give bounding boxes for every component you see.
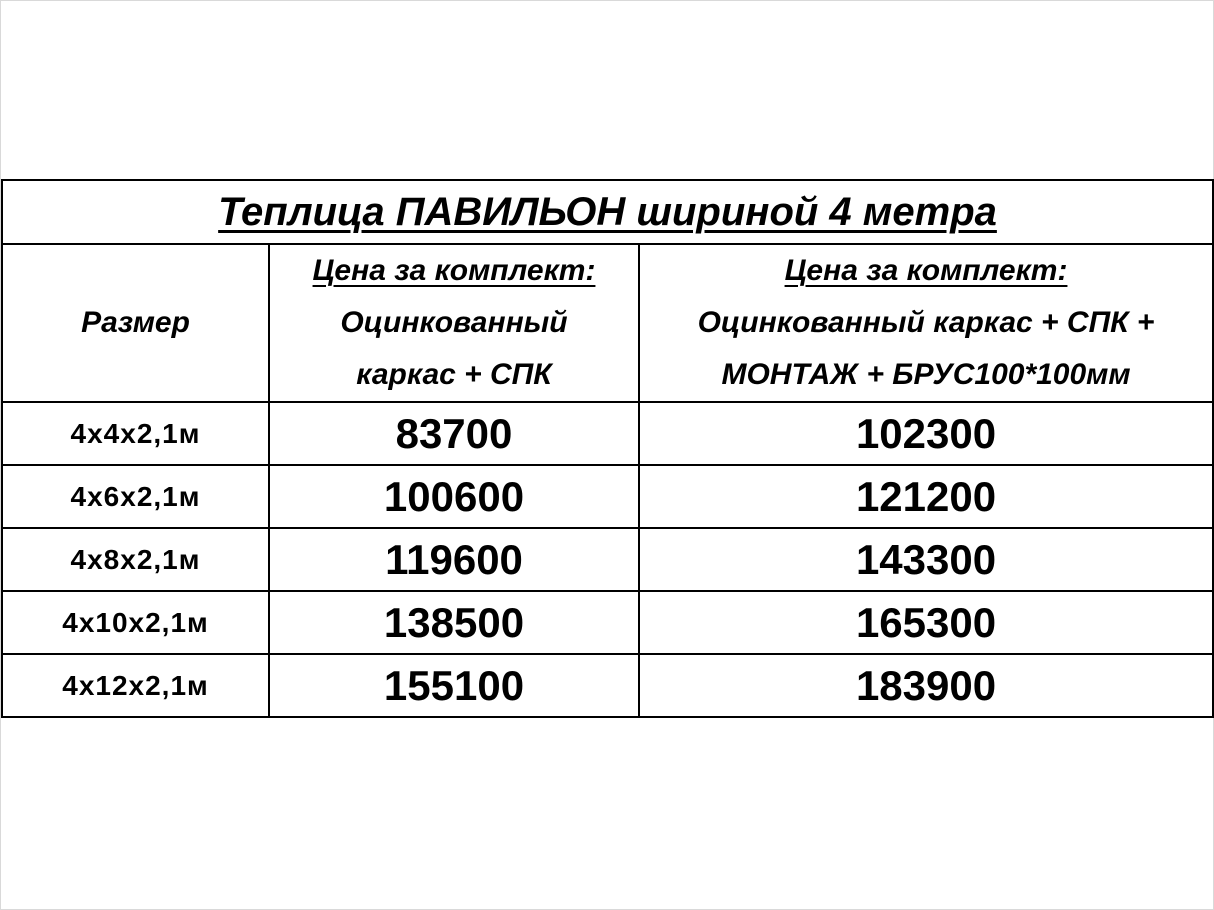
size-cell: 4х4х2,1м	[2, 402, 269, 465]
price-full-cell: 102300	[639, 402, 1213, 465]
price-basic-cell: 100600	[269, 465, 639, 528]
price-full-cell: 121200	[639, 465, 1213, 528]
header-price-basic-line3: каркас + СПК	[356, 358, 552, 391]
price-table	[1, 179, 1214, 718]
header-size-label: Размер	[81, 306, 190, 339]
price-basic-cell: 83700	[269, 402, 639, 465]
price-full-cell: 165300	[639, 591, 1213, 654]
table-row	[2, 591, 1213, 654]
table-title: Теплица ПАВИЛЬОН шириной 4 метра	[218, 189, 997, 234]
title-row	[2, 180, 1213, 244]
header-price-basic-line2: Оцинкованный	[340, 306, 568, 339]
table-row	[2, 465, 1213, 528]
header-price-full-line1: Цена за комплект:	[784, 254, 1068, 287]
header-size	[2, 244, 269, 402]
header-price-full	[639, 244, 1213, 402]
size-cell: 4х10х2,1м	[2, 591, 269, 654]
price-basic-cell: 138500	[269, 591, 639, 654]
header-price-full-line2: Оцинкованный каркас + СПК +	[697, 306, 1155, 339]
header-price-basic	[269, 244, 639, 402]
price-basic-cell: 119600	[269, 528, 639, 591]
price-full-cell: 183900	[639, 654, 1213, 717]
table-row	[2, 528, 1213, 591]
size-cell: 4х12х2,1м	[2, 654, 269, 717]
price-full-cell: 143300	[639, 528, 1213, 591]
size-cell: 4х8х2,1м	[2, 528, 269, 591]
table-title-cell	[2, 180, 1213, 244]
header-row	[2, 244, 1213, 402]
table-row	[2, 402, 1213, 465]
header-price-basic-line1: Цена за комплект:	[312, 254, 596, 287]
price-basic-cell: 155100	[269, 654, 639, 717]
table-row	[2, 654, 1213, 717]
size-cell: 4х6х2,1м	[2, 465, 269, 528]
header-price-full-line3: МОНТАЖ + БРУС100*100мм	[721, 358, 1131, 391]
